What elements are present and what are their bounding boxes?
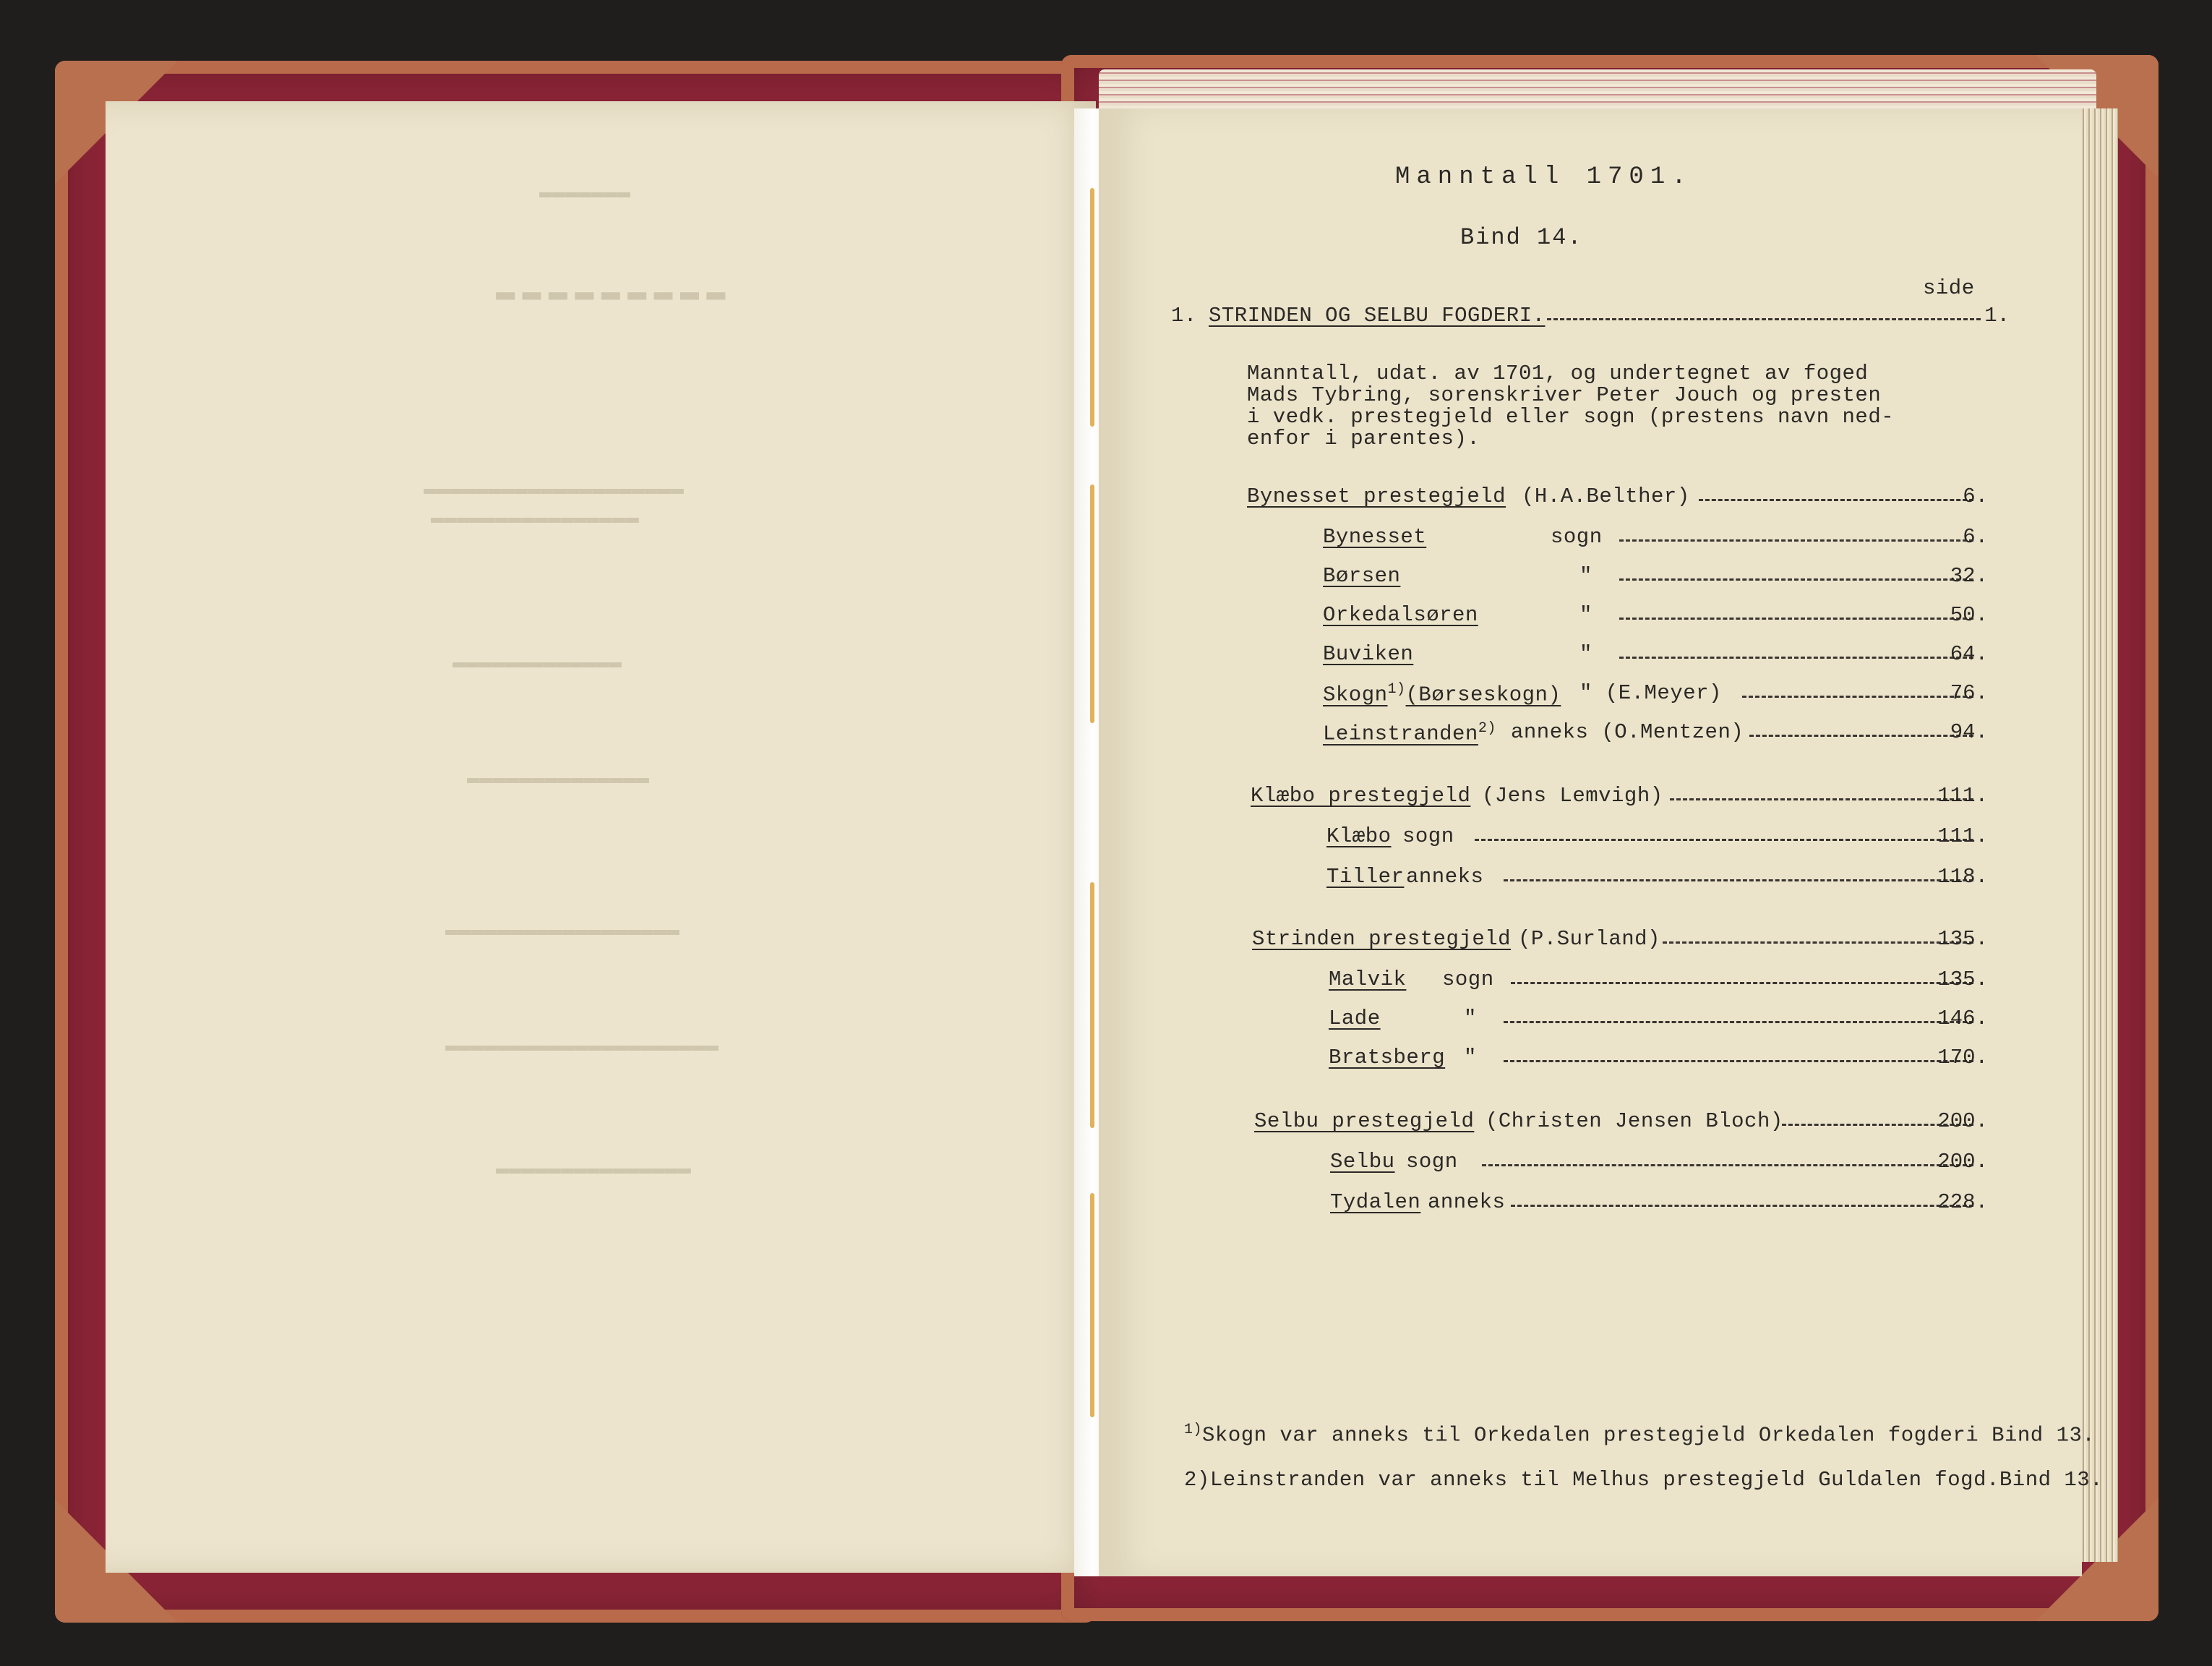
show-through-text: ▬▬▬▬▬▬▬▬▬ <box>496 275 733 311</box>
show-through-text: ▬▬▬▬▬▬▬▬▬▬▬▬▬▬▬▬ <box>431 506 640 531</box>
dot-leader <box>1547 318 1981 320</box>
intro-line: Manntall, udat. av 1701, og undertegnet av foged <box>1247 362 1869 385</box>
binding-thread <box>1090 1193 1094 1417</box>
intro-line: Mads Tybring, sorenskriver Peter Jouch og presten <box>1247 383 1882 407</box>
binding-thread <box>1090 882 1094 1128</box>
parish-heading: Klæbo prestegjeld <box>1251 784 1471 808</box>
page-ref: 32. <box>1950 564 1988 588</box>
section-number: 1. <box>1171 304 1197 328</box>
footnote-mark: 2) <box>1184 1468 1210 1492</box>
parish-entry: Bratsberg <box>1329 1046 1446 1069</box>
entry-type: anneks <box>1406 865 1484 889</box>
page-ref: 135. <box>1937 967 1988 991</box>
footnote-text: Leinstranden var anneks til Melhus prestegjeld Guldalen fogd.Bind 13. <box>1209 1468 2104 1492</box>
footnote-ref: 2) <box>1478 720 1496 737</box>
ditto-mark: " <box>1464 1007 1477 1030</box>
section-heading: STRINDEN OG SELBU FOGDERI. <box>1209 304 1546 328</box>
page-ref: 111. <box>1937 824 1988 848</box>
entry-type: sogn <box>1442 967 1494 991</box>
priest-name: (P.Surland) <box>1518 927 1660 951</box>
left-page <box>106 101 1096 1573</box>
show-through-text: ▬▬▬▬▬▬▬▬▬▬▬▬▬ <box>453 651 622 675</box>
parish-entry: Buviken <box>1323 642 1414 666</box>
intro-line: enfor i parentes). <box>1247 427 1480 450</box>
show-through-text: ▬▬▬▬▬▬▬▬▬▬▬▬▬▬▬▬▬▬▬▬ <box>424 477 685 502</box>
footnote-ref: 1) <box>1387 681 1406 698</box>
page-column-label: side <box>1923 276 1975 300</box>
dot-leader <box>1475 839 1973 841</box>
parish-entry: Tydalen <box>1330 1190 1421 1214</box>
parish-entry: Skogn <box>1323 683 1388 707</box>
page-title: Manntall 1701. <box>1395 163 1693 191</box>
footnote <box>1184 1468 2103 1492</box>
page-ref: 200. <box>1937 1109 1988 1133</box>
page-ref: 146. <box>1937 1007 1988 1030</box>
parish-entry: Malvik <box>1329 967 1407 991</box>
parish-entry: Tiller <box>1326 865 1405 889</box>
entry-type: anneks <box>1428 1190 1506 1214</box>
parish-heading: Bynesset prestegjeld <box>1247 484 1506 508</box>
page-ref: 94. <box>1950 720 1988 744</box>
page-ref: 111. <box>1937 784 1988 808</box>
show-through-text: ▬▬▬▬▬▬▬ <box>539 181 631 205</box>
ditto-mark: " <box>1464 1046 1477 1069</box>
footnote <box>1184 1422 2095 1448</box>
volume-label: Bind 14. <box>1460 224 1583 251</box>
priest-name: (Jens Lemvigh) <box>1482 784 1663 808</box>
ditto-mark: " <box>1579 603 1592 627</box>
entry-type: sogn <box>1406 1150 1458 1174</box>
parish-entry: Bynesset <box>1323 525 1427 549</box>
ditto-mark: " <box>1579 564 1592 588</box>
intro-line: i vedk. prestegjeld eller sogn (prestens navn ned- <box>1247 405 1895 429</box>
page-ref: 76. <box>1950 681 1988 705</box>
show-through-text: ▬▬▬▬▬▬▬▬▬▬▬▬▬▬▬▬▬▬▬▬▬ <box>445 1034 719 1059</box>
show-through-text: ▬▬▬▬▬▬▬▬▬▬▬▬▬▬▬▬▬▬ <box>445 918 680 943</box>
page-ref: 170. <box>1937 1046 1988 1069</box>
parish-entry: Børsen <box>1323 564 1401 588</box>
right-page <box>1099 108 2104 1576</box>
priest-name: (H.A.Belther) <box>1522 484 1690 508</box>
ditto-mark: " <box>1579 642 1592 666</box>
show-through-text: ▬▬▬▬▬▬▬▬▬▬▬▬▬▬▬ <box>496 1157 692 1182</box>
footnote-mark: 1) <box>1184 1422 1203 1438</box>
parish-heading: Strinden prestegjeld <box>1252 927 1512 951</box>
page-ref: 118. <box>1937 865 1988 889</box>
entry-type: sogn <box>1551 525 1603 549</box>
page-ref: 228. <box>1937 1190 1988 1214</box>
entry-type: " (E.Meyer) <box>1579 681 1722 705</box>
parish-entry: Lade <box>1329 1007 1381 1030</box>
parish-entry: Klæbo <box>1326 824 1392 848</box>
dot-leader <box>1482 1164 1973 1166</box>
page-ref: 135. <box>1937 927 1988 951</box>
page-ref: 200. <box>1937 1150 1988 1174</box>
parish-entry: Selbu <box>1330 1150 1395 1174</box>
footnote-text: Skogn var anneks til Orkedalen prestegjeld Orkedalen fogderi Bind 13. <box>1202 1423 2096 1448</box>
binding-thread <box>1090 484 1094 723</box>
parish-entry: Orkedalsøren <box>1323 603 1478 627</box>
priest-name: (Christen Jensen Bloch) <box>1486 1109 1783 1133</box>
parish-entry: Leinstranden <box>1323 722 1478 746</box>
page-ref: 6. <box>1963 525 1988 549</box>
page-ref: 64. <box>1950 642 1988 666</box>
page-ref: 6. <box>1963 484 1988 508</box>
show-through-text: ▬▬▬▬▬▬▬▬▬▬▬▬▬▬ <box>467 766 650 791</box>
parish-alt-name: (Børseskogn) <box>1405 683 1561 707</box>
binding-thread <box>1090 188 1094 427</box>
page-ref: 1. <box>1984 304 2010 328</box>
entry-type: anneks (O.Mentzen) <box>1511 720 1744 744</box>
parish-entry-row <box>1323 681 1561 707</box>
entry-type: sogn <box>1402 824 1454 848</box>
parish-entry-row <box>1323 720 1496 746</box>
parish-heading: Selbu prestegjeld <box>1254 1109 1475 1133</box>
page-ref: 50. <box>1950 603 1988 627</box>
